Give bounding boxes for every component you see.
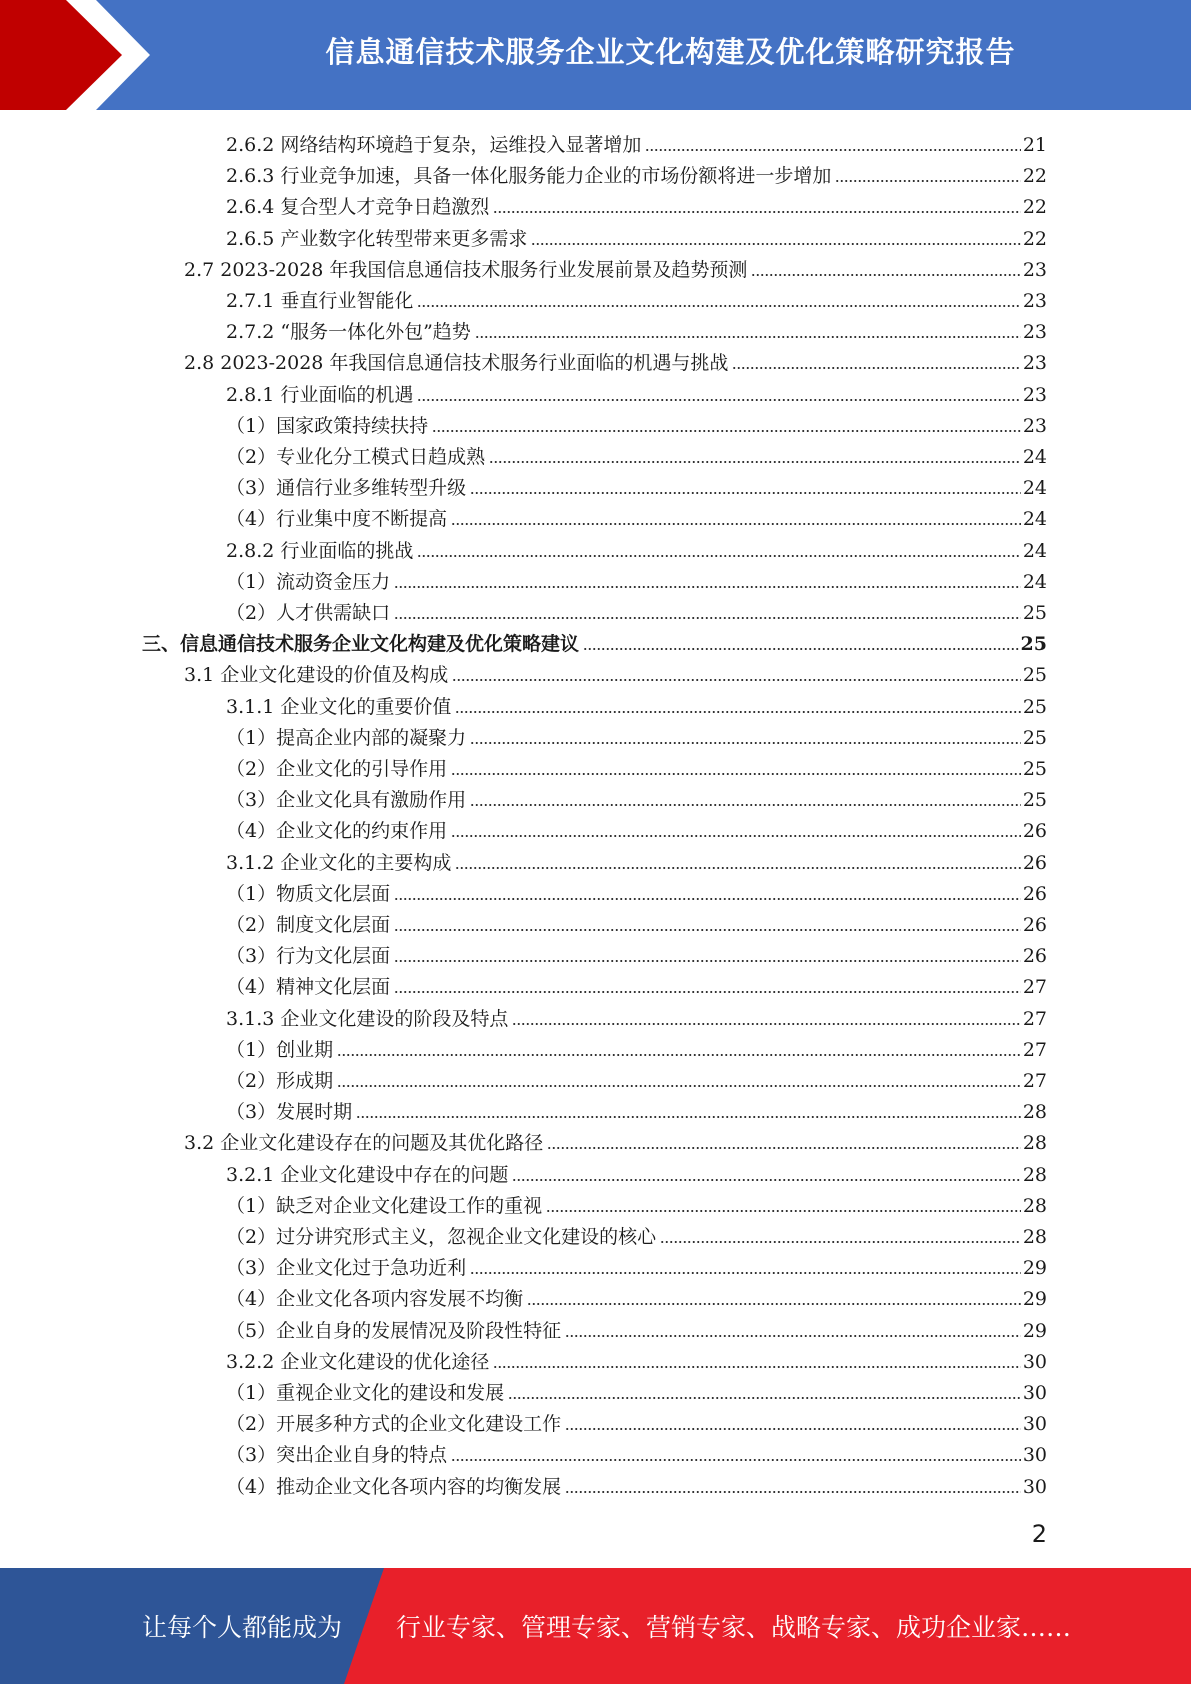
toc-entry-label: （5）企业自身的发展情况及阶段性特征 (226, 1319, 562, 1342)
toc-dot-leader (645, 147, 1020, 153)
toc-dot-leader (337, 1083, 1021, 1089)
toc-entry-label: （1）流动资金压力 (226, 570, 391, 593)
toc-dot-leader (475, 334, 1021, 340)
toc-entry-page: 26 (1022, 820, 1047, 843)
toc-entry-label: 2.7.2 “服务一体化外包”趋势 (226, 321, 471, 344)
toc-dot-leader (565, 1333, 1021, 1339)
toc-entry[interactable] (226, 720, 1047, 751)
toc-dot-leader (337, 1052, 1021, 1058)
toc-entry-label: （2）开展多种方式的企业文化建设工作 (226, 1413, 562, 1436)
toc-entry-label: 3.2.1 企业文化建设中存在的问题 (226, 1163, 509, 1186)
toc-entry[interactable] (226, 938, 1047, 969)
toc-entry-label: 3.1.2 企业文化的主要构成 (226, 851, 452, 874)
toc-entry-label: 2.8.2 行业面临的挑战 (226, 539, 414, 562)
toc-entry[interactable] (226, 876, 1047, 907)
page-number: 2 (1031, 1520, 1047, 1548)
toc-entry[interactable] (226, 439, 1047, 470)
toc-entry-label: （4）精神文化层面 (226, 976, 391, 999)
toc-dot-leader (394, 989, 1021, 995)
toc-entry-label: （3）发展时期 (226, 1101, 353, 1124)
document-title: 信息通信技术服务企业文化构建及优化策略研究报告 (325, 34, 1016, 69)
toc-dot-leader (451, 1457, 1021, 1463)
toc-dot-leader (394, 584, 1021, 590)
toc-entry-label: （2）专业化分工模式日趋成熟 (226, 446, 486, 468)
toc-entry-page: 27 (1022, 976, 1047, 999)
toc-entry-page: 29 (1022, 1257, 1047, 1280)
toc-entry[interactable] (226, 564, 1047, 595)
toc-entry[interactable] (226, 1063, 1047, 1094)
toc-dot-leader (493, 1364, 1020, 1370)
toc-entry-label: 2.7 2023-2028 年我国信息通信技术服务行业发展前景及趋势预测 (184, 258, 748, 281)
toc-entry-page: 26 (1022, 882, 1047, 905)
toc-entry[interactable] (184, 657, 1047, 688)
toc-entry[interactable] (226, 221, 1047, 252)
toc-entry-page: 25 (1022, 789, 1047, 812)
toc-entry-label: （2）人才供需缺口 (226, 602, 391, 624)
toc-entry-page: 21 (1022, 134, 1047, 156)
toc-entry[interactable] (226, 1094, 1047, 1125)
toc-entry-label: （3）突出企业自身的特点 (226, 1444, 448, 1467)
toc-entry[interactable] (226, 1219, 1047, 1250)
toc-dot-leader (508, 1395, 1021, 1401)
toc-entry[interactable] (184, 1125, 1047, 1156)
toc-entry[interactable] (226, 127, 1047, 158)
toc-entry-page: 24 (1022, 570, 1047, 593)
toc-entry[interactable] (226, 1250, 1047, 1281)
toc-entry-label: 2.8 2023-2028 年我国信息通信技术服务行业面临的机遇与挑战 (184, 352, 729, 375)
toc-dot-leader (394, 927, 1021, 933)
toc-entry-page: 24 (1022, 539, 1047, 562)
toc-entry[interactable] (226, 845, 1047, 876)
toc-entry[interactable] (226, 813, 1047, 844)
toc-entry[interactable] (226, 782, 1047, 813)
toc-dot-leader (512, 1021, 1020, 1027)
toc-entry[interactable] (184, 252, 1047, 283)
toc-entry[interactable] (226, 1032, 1047, 1063)
toc-entry[interactable] (226, 470, 1047, 501)
toc-entry[interactable] (226, 1157, 1047, 1188)
toc-entry-page: 30 (1022, 1444, 1047, 1467)
toc-entry[interactable] (142, 626, 1047, 657)
toc-entry-label: 3.1 企业文化建设的价值及构成 (184, 664, 449, 687)
toc-entry[interactable] (226, 1001, 1047, 1032)
toc-entry-label: （2）制度文化层面 (226, 914, 391, 936)
toc-entry-label: （4）推动企业文化各项内容的均衡发展 (226, 1475, 562, 1498)
toc-entry[interactable] (226, 533, 1047, 564)
toc-entry[interactable] (226, 689, 1047, 720)
toc-entry-label: 2.8.1 行业面临的机遇 (226, 383, 414, 406)
toc-entry-label: 3.1.3 企业文化建设的阶段及特点 (226, 1007, 509, 1030)
toc-entry-page: 26 (1022, 851, 1047, 874)
toc-entry[interactable] (226, 1344, 1047, 1375)
toc-entry[interactable] (226, 189, 1047, 220)
toc-entry-page: 28 (1022, 1101, 1047, 1124)
toc-entry-page: 25 (1022, 695, 1047, 718)
toc-dot-leader (394, 958, 1021, 964)
toc-entry-label: （1）提高企业内部的凝聚力 (226, 726, 467, 749)
toc-entry[interactable] (226, 314, 1047, 345)
toc-entry[interactable] (226, 283, 1047, 314)
toc-entry-page: 25 (1022, 726, 1047, 749)
toc-dot-leader (394, 615, 1021, 621)
toc-entry-page: 22 (1022, 196, 1047, 219)
toc-dot-leader (565, 1489, 1021, 1495)
page-footer (0, 1568, 1191, 1684)
toc-dot-leader (452, 677, 1021, 683)
header-chevron-decoration (0, 0, 160, 110)
toc-dot-leader (470, 1270, 1021, 1276)
toc-entry-label: 3.2.2 企业文化建设的优化途径 (226, 1350, 490, 1373)
toc-dot-leader (489, 459, 1021, 465)
toc-entry-page: 22 (1022, 165, 1047, 188)
footer-slogan-left: 让每个人都能成为 (142, 1613, 343, 1642)
toc-entry-page: 23 (1022, 290, 1047, 312)
toc-dot-leader (583, 646, 1019, 652)
toc-entry[interactable] (226, 1188, 1047, 1219)
toc-entry-label: 2.7.1 垂直行业智能化 (226, 290, 414, 312)
toc-dot-leader (455, 709, 1020, 715)
toc-entry-page: 25 (1022, 758, 1047, 780)
toc-entry[interactable] (226, 969, 1047, 1000)
toc-entry-label: （1）缺乏对企业文化建设工作的重视 (226, 1194, 543, 1217)
toc-entry[interactable] (226, 1281, 1047, 1312)
toc-entry-page: 27 (1022, 1038, 1047, 1061)
toc-dot-leader (565, 1426, 1021, 1432)
toc-entry[interactable] (226, 1469, 1047, 1500)
toc-entry-label: （3）行为文化层面 (226, 945, 391, 968)
toc-entry-label: （1）创业期 (226, 1038, 334, 1061)
toc-dot-leader (470, 490, 1021, 496)
toc-entry-page: 28 (1022, 1132, 1047, 1155)
toc-entry-label: （1）物质文化层面 (226, 882, 391, 905)
toc-entry-page: 24 (1022, 477, 1047, 500)
toc-entry-page: 23 (1022, 414, 1047, 437)
toc-entry-label: （3）企业文化具有激励作用 (226, 789, 467, 812)
toc-entry-page: 30 (1022, 1350, 1047, 1373)
toc-entry[interactable] (226, 595, 1047, 626)
toc-dot-leader (493, 209, 1020, 215)
toc-entry-label: （4）企业文化各项内容发展不均衡 (226, 1288, 524, 1311)
toc-entry-page: 28 (1022, 1194, 1047, 1217)
toc-entry[interactable] (184, 345, 1047, 376)
toc-entry-page: 23 (1022, 352, 1047, 375)
toc-dot-leader (470, 740, 1021, 746)
toc-entry-page: 29 (1022, 1319, 1047, 1342)
toc-entry-label: （4）企业文化的约束作用 (226, 820, 448, 843)
toc-entry[interactable] (226, 1406, 1047, 1437)
toc-entry-label: 2.6.5 产业数字化转型带来更多需求 (226, 227, 528, 250)
toc-dot-leader (547, 1145, 1021, 1151)
toc-entry[interactable] (226, 1437, 1047, 1468)
toc-dot-leader (432, 428, 1021, 434)
toc-entry-page: 25 (1020, 633, 1047, 656)
toc-entry-label: 三、信息通信技术服务企业文化构建及优化策略建议 (142, 633, 580, 656)
toc-entry-label: （3）企业文化过于急功近利 (226, 1257, 467, 1280)
toc-dot-leader (546, 1208, 1021, 1214)
toc-entry-page: 23 (1022, 258, 1047, 281)
page-header (0, 0, 1191, 110)
toc-entry[interactable] (226, 907, 1047, 938)
toc-entry[interactable] (226, 751, 1047, 782)
toc-dot-leader (451, 771, 1021, 777)
toc-entry-page: 26 (1022, 945, 1047, 968)
toc-dot-leader (451, 521, 1021, 527)
toc-dot-leader (417, 553, 1020, 559)
toc-entry-page: 28 (1022, 1163, 1047, 1186)
toc-entry[interactable] (226, 1313, 1047, 1344)
toc-entry-page: 24 (1022, 508, 1047, 531)
toc-entry-page: 29 (1022, 1288, 1047, 1311)
toc-entry-label: 2.6.4 复合型人才竞争日趋激烈 (226, 196, 490, 219)
toc-dot-leader (417, 397, 1020, 403)
toc-dot-leader (527, 1301, 1021, 1307)
toc-entry-page: 25 (1022, 664, 1047, 687)
toc-entry-page: 25 (1022, 602, 1047, 624)
toc-entry-page: 24 (1022, 446, 1047, 468)
toc-entry-label: 2.6.2 网络结构环境趋于复杂，运维投入显著增加 (226, 134, 642, 156)
toc-dot-leader (455, 865, 1020, 871)
toc-entry-page: 30 (1022, 1382, 1047, 1404)
toc-entry-page: 27 (1022, 1007, 1047, 1030)
toc-entry-label: 3.1.1 企业文化的重要价值 (226, 695, 452, 718)
toc-dot-leader (660, 1239, 1021, 1245)
toc-entry-label: （4）行业集中度不断提高 (226, 508, 448, 531)
toc-entry-label: （2）企业文化的引导作用 (226, 758, 448, 780)
toc-entry-label: （2）形成期 (226, 1070, 334, 1092)
toc-dot-leader (417, 303, 1020, 309)
toc-entry[interactable] (226, 501, 1047, 532)
toc-dot-leader (451, 833, 1021, 839)
toc-entry-page: 27 (1022, 1070, 1047, 1092)
toc-entry-page: 28 (1022, 1226, 1047, 1248)
toc-dot-leader (470, 802, 1021, 808)
toc-entry-page: 22 (1022, 227, 1047, 250)
toc-entry-label: （1）国家政策持续扶持 (226, 414, 429, 437)
toc-entry-label: （3）通信行业多维转型升级 (226, 477, 467, 500)
toc-entry-page: 30 (1022, 1413, 1047, 1436)
toc-entry-label: 3.2 企业文化建设存在的问题及其优化路径 (184, 1132, 544, 1155)
toc-entry-page: 30 (1022, 1475, 1047, 1498)
toc-entry-label: （1）重视企业文化的建设和发展 (226, 1382, 505, 1404)
toc-entry-page: 23 (1022, 321, 1047, 344)
toc-entry-label: （2）过分讲究形式主义，忽视企业文化建设的核心 (226, 1226, 657, 1248)
toc-entry[interactable] (226, 158, 1047, 189)
toc-dot-leader (394, 896, 1021, 902)
toc-dot-leader (835, 178, 1020, 184)
toc-dot-leader (512, 1177, 1020, 1183)
toc-dot-leader (356, 1114, 1021, 1120)
toc-entry-label: 2.6.3 行业竞争加速，具备一体化服务能力企业的市场份额将进一步增加 (226, 165, 832, 188)
toc-entry-page: 23 (1022, 383, 1047, 406)
footer-slogan-right: 行业专家、管理专家、营销专家、战略专家、成功企业家…… (396, 1613, 1072, 1642)
toc-dot-leader (751, 272, 1020, 278)
toc-entry-page: 26 (1022, 914, 1047, 936)
toc-dot-leader (531, 241, 1020, 247)
toc-entry[interactable] (226, 408, 1047, 439)
toc-dot-leader (732, 365, 1020, 371)
toc-entry[interactable] (226, 377, 1047, 408)
toc-entry[interactable] (226, 1375, 1047, 1406)
